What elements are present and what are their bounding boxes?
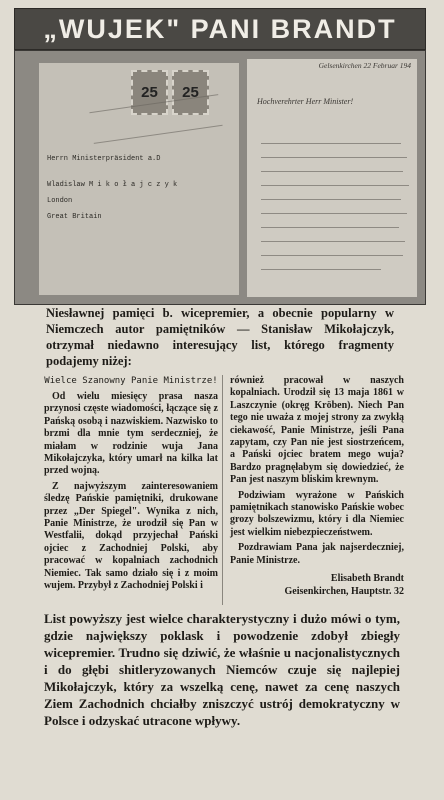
letter-transcript: [44, 375, 404, 605]
envelope-address-line-4: Great Britain: [47, 213, 102, 221]
headline: „WUJEK" PANI BRANDT: [14, 8, 426, 50]
letter-paragraph: Pozdrawiam Pana jak najserdeczniej, Panie Ministrze.: [230, 542, 404, 566]
letter-column-right: [230, 375, 404, 598]
handwriting-line: [261, 227, 399, 228]
handwriting-line: [261, 269, 381, 270]
envelope: [39, 63, 239, 295]
closing-paragraph: List powyższy jest wielce charakterystyczny i dużo mówi o tym, gdzie największy poklask i powodzenie zdobył zbiegły wicepremier. Trudno się dziwić, że właśnie u nacjonalistycznych i do głębi shitleryzowanych Niemców czuje się najlepiej Mikołajczyk, który za wszelką cenę, nawet za cenę naszych Ziem Zachodnich chciałby zniszczyć ustrój demokratyczny w Polsce i odzyskać utracone wpływy.: [44, 611, 400, 728]
signature-address: Geisenkirchen, Hauptstr. 32: [284, 585, 404, 597]
handwriting-line: [261, 171, 403, 172]
handwriting-line: [261, 143, 401, 144]
letter-column-left: [44, 375, 218, 596]
letter-greeting: Wielce Szanowny Panie Ministrze!: [44, 376, 218, 386]
letter-paragraph: również pracował w naszych kopalniach. Urodził się 13 maja 1861 w Laszczynie (okręg Kröben). Niech Pan tego nie uważa z mojej strony za zwykłą ciekawość, Panie Ministrze, jeśli Pana zapytam, czy Pan nie jest siostrzeńcem, a Pański ojciec bratem mego wuja? Bardzo pragnęłabym się dowiedzieć, że Pan jest naszym bliskim krewnym.: [230, 375, 404, 486]
letter-date: Gelsenkirchen 22 Februar 194: [318, 61, 411, 70]
envelope-address-line-1: Herrn Ministerpräsident a.D: [47, 155, 161, 163]
signature-name: Elisabeth Brandt: [330, 573, 404, 585]
handwriting-line: [261, 255, 403, 256]
envelope-address-line-2: Wladislaw M i k o ł a j c z y k: [47, 181, 178, 189]
handwritten-letter: [247, 59, 417, 297]
envelope-address-line-3: London: [47, 197, 73, 205]
handwriting-line: [261, 185, 409, 186]
handwriting-line: [261, 213, 407, 214]
handwriting-line: [261, 157, 407, 158]
letter-paragraph: Podziwiam wyrażone w Pańskich pamiętnikach stanowisko Pańskie wobec grozy bolszewizmu, który i dla Niemiec jest wielkim niebezpieczeństwem.: [230, 489, 404, 538]
intro-paragraph: Niesławnej pamięci b. wicepremier, a obecnie popularny w Niemczech autor pamiętników — Stanisław Mikołajczyk, otrzymał niedawno interesujący list, którego fragmenty podajemy niżej:: [46, 306, 394, 368]
photo-envelope-and-letter: [14, 50, 426, 305]
postage-stamp-2: 25: [172, 70, 209, 115]
letter-paragraph: Z najwyższym zainteresowaniem śledzę Pańskie pamiętniki, drukowane przez „Der Spiegel". Wynika z nich, Panie Ministrze, że urodził się Pan w Westfalii, dokąd przyjechał Pański ojciec z Zachodniej Polski, aby pracować w kopalniach zachodnich Niemiec. Tak samo działo się i z moim wujem. Przybył z Zachodniej Polski i: [44, 480, 218, 592]
handwriting-line: [261, 241, 405, 242]
letter-paragraph: Od wielu miesięcy prasa nasza przynosi częste wiadomości, łączące się z Pańską osobą i nazwiskiem. Nazwisko to brzmi dla mnie tym serdeczniej, że miałam w rodzinie wuja Jana Mikołajczyka, który umarł na kilka lat przed wojną.: [44, 391, 218, 477]
postage-stamp-1: 25: [131, 70, 168, 115]
letter-salutation: Hochverehrter Herr Minister!: [257, 97, 354, 106]
column-divider: [222, 375, 223, 605]
handwriting-line: [261, 199, 401, 200]
